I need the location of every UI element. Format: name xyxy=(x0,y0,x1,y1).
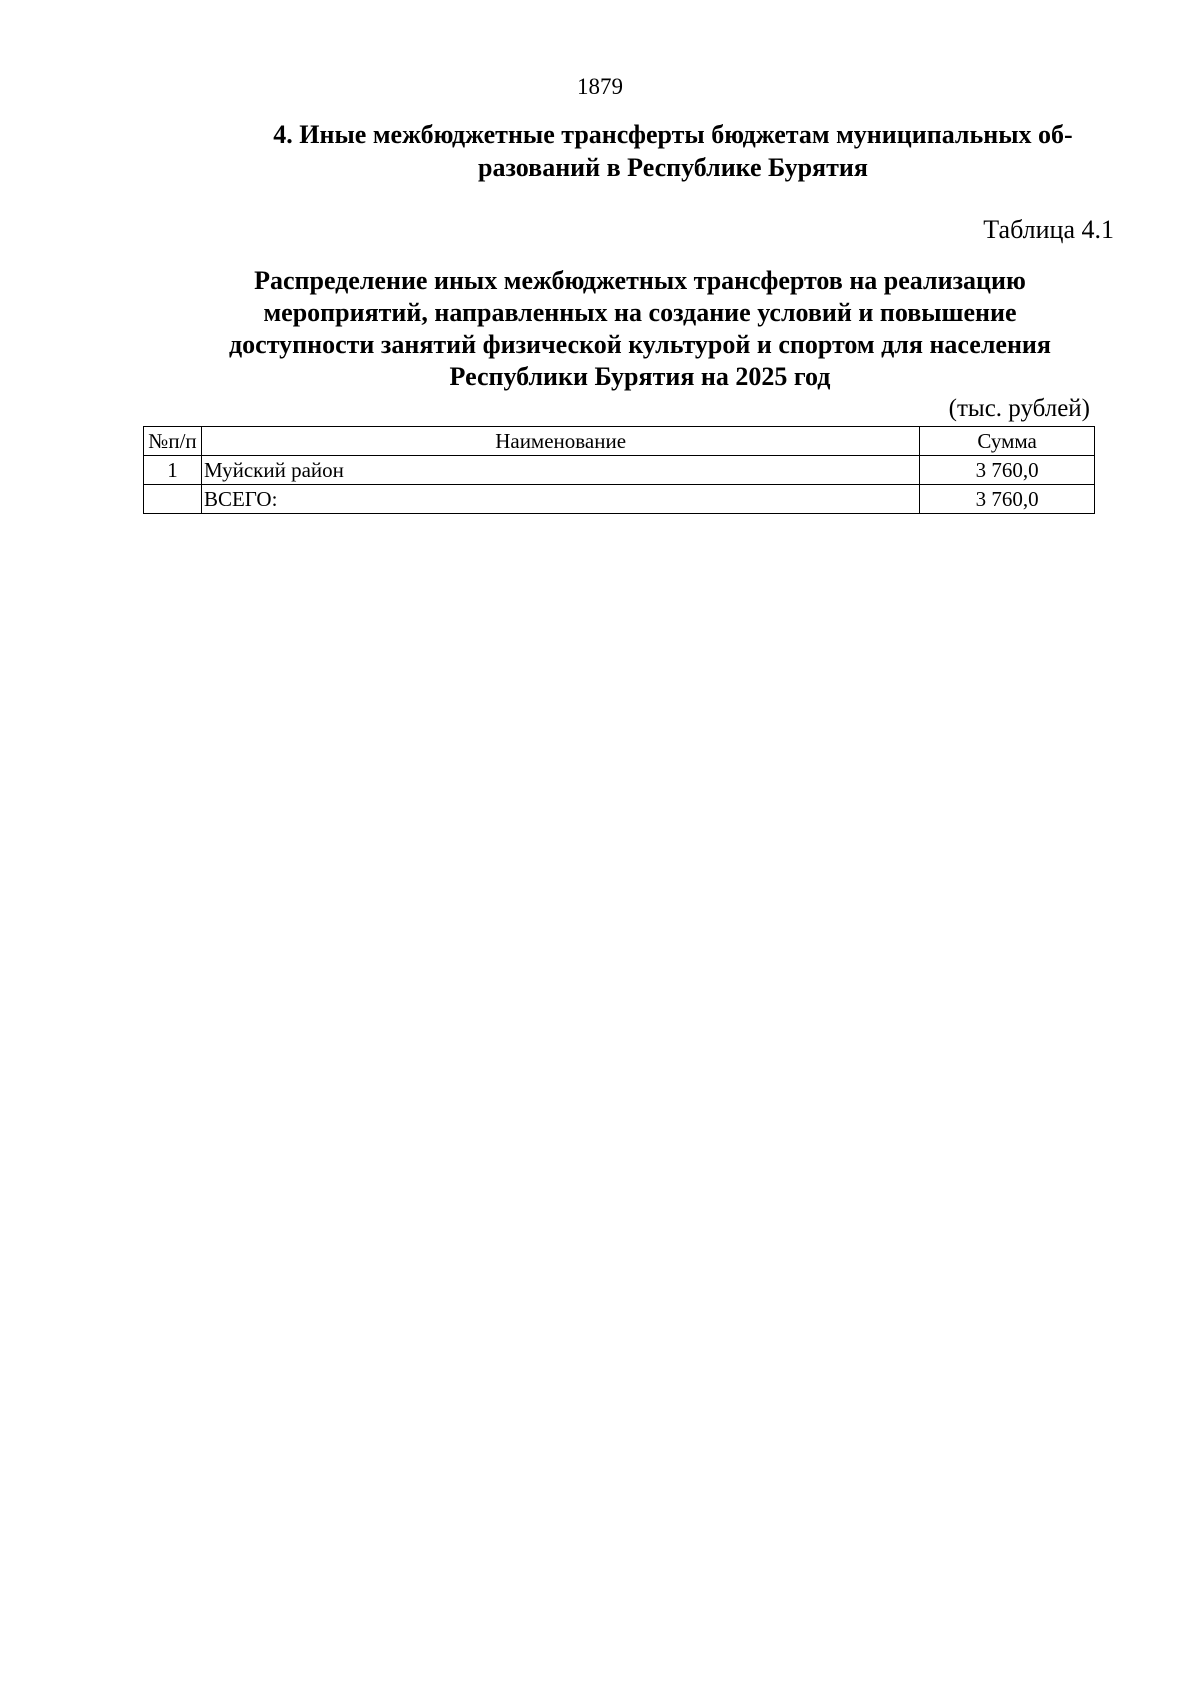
header-name: Наименование xyxy=(201,427,919,456)
table-label: Таблица 4.1 xyxy=(983,215,1114,244)
table-title-line-4: Республики Бурятия на 2025 год xyxy=(449,362,831,391)
header-num: №п/п xyxy=(144,427,202,456)
section-heading xyxy=(228,118,1118,184)
section-heading-line-1: 4. Иные межбюджетные трансферты бюджетам муниципальных об- xyxy=(273,120,1073,149)
table-title-line-2: мероприятий, направленных на создание условий и повышение xyxy=(263,298,1017,327)
page-number: 1879 xyxy=(577,74,623,99)
table-title-line-1: Распределение иных межбюджетных трансфертов на реализацию xyxy=(254,266,1026,295)
section-heading-line-2: разований в Республике Бурятия xyxy=(478,153,868,182)
row-sum: 3 760,0 xyxy=(920,456,1095,485)
header-sum: Сумма xyxy=(920,427,1095,456)
row-num: 1 xyxy=(144,456,202,485)
row-name: Муйский район xyxy=(201,456,919,485)
total-label: ВСЕГО: xyxy=(201,485,919,514)
table-title-line-3: доступности занятий физической культурой и спортом для населения xyxy=(229,330,1051,359)
total-sum: 3 760,0 xyxy=(920,485,1095,514)
table-row xyxy=(144,456,1095,485)
units-label: (тыс. рублей) xyxy=(948,395,1090,422)
transfers-table xyxy=(143,426,1095,514)
table-header-row xyxy=(144,427,1095,456)
table-title xyxy=(170,265,1110,393)
total-num xyxy=(144,485,202,514)
table-total-row xyxy=(144,485,1095,514)
